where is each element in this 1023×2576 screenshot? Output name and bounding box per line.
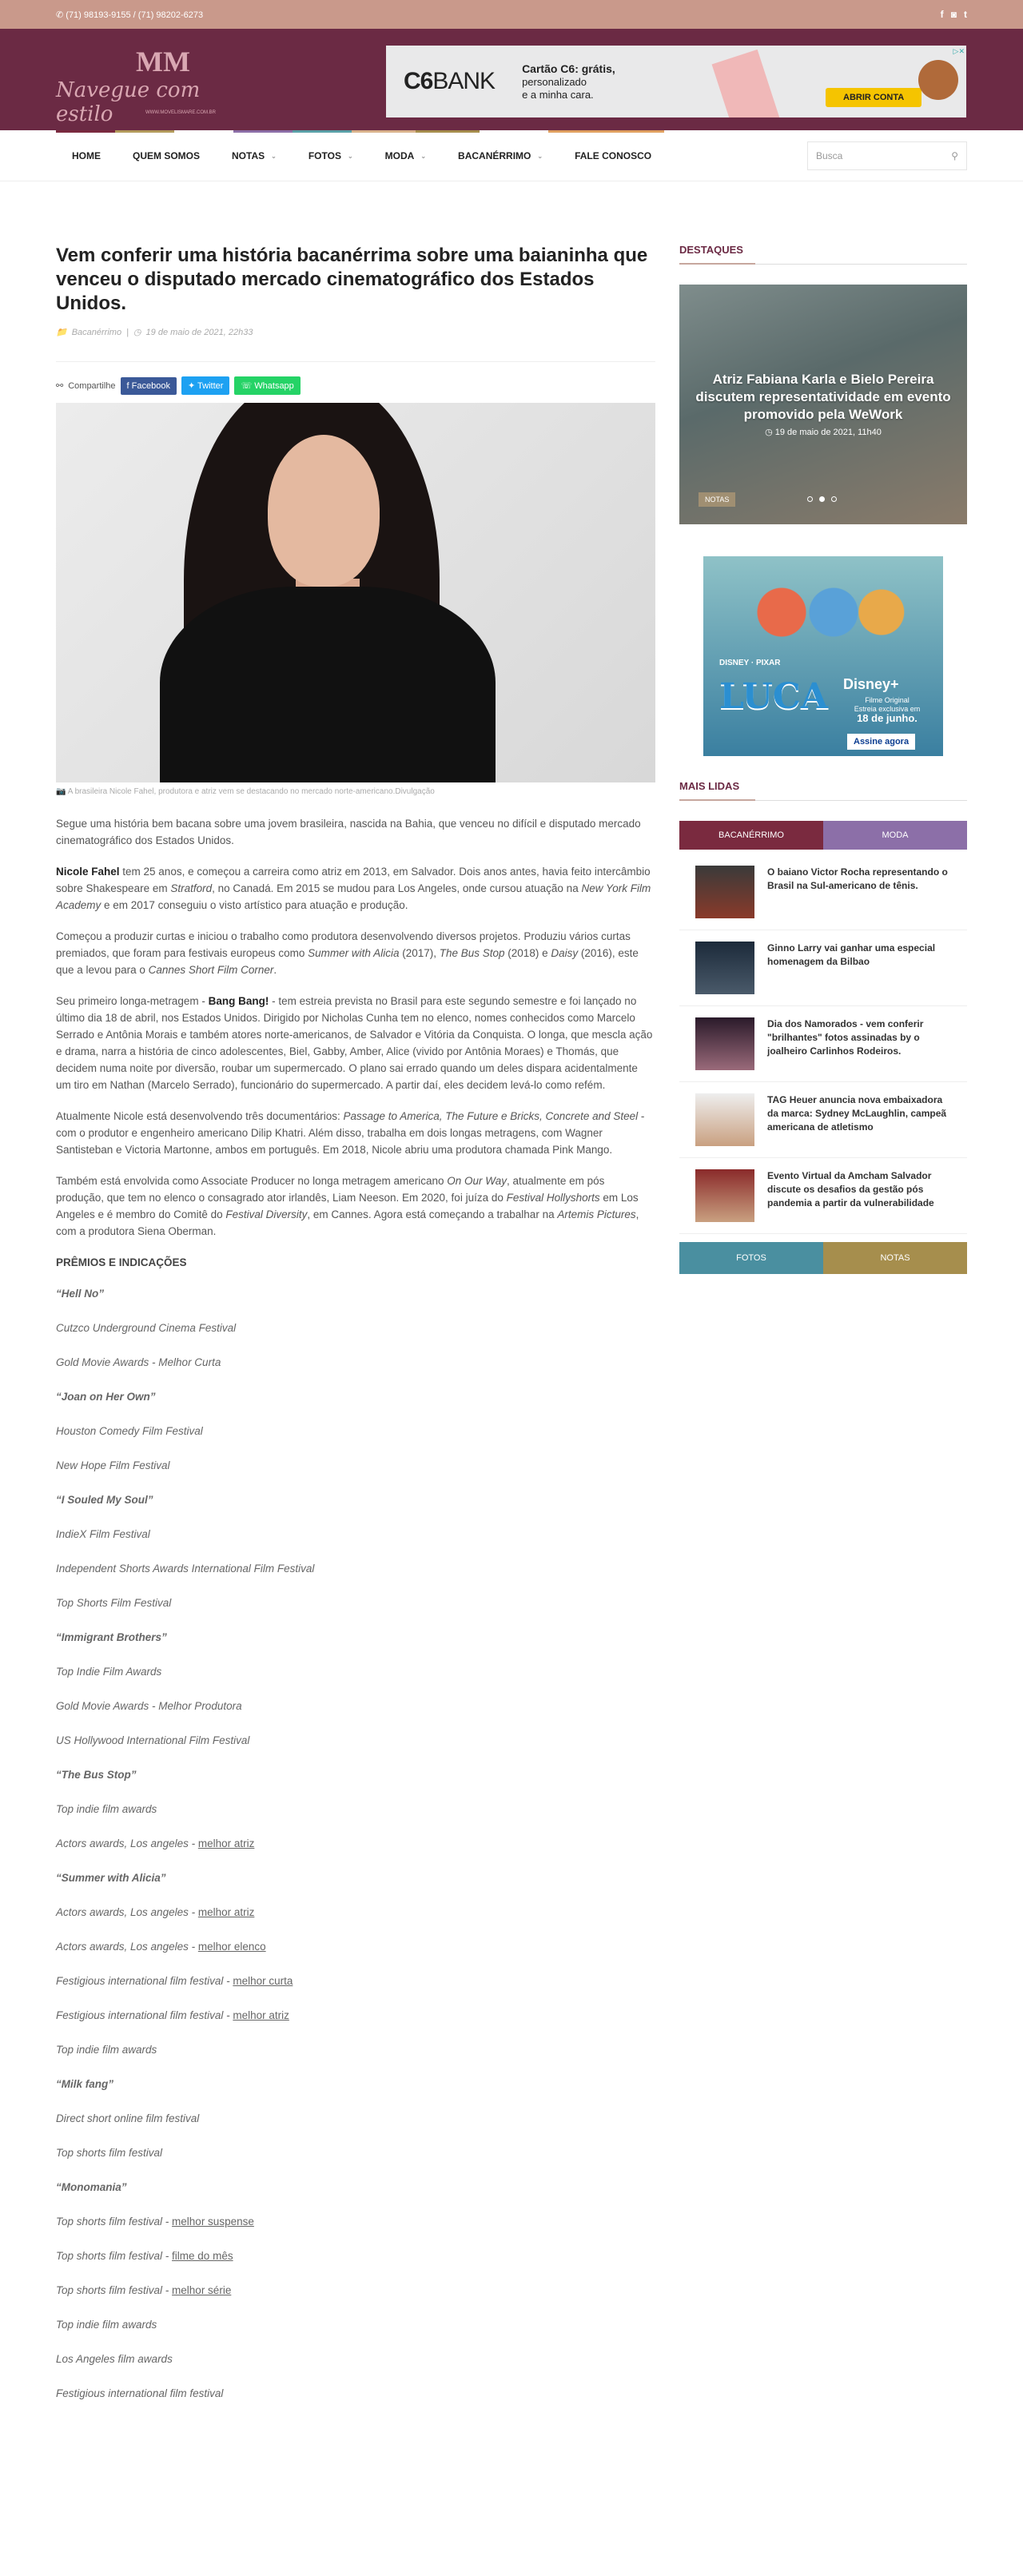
destaques-title: DESTAQUES xyxy=(679,244,967,265)
award-category-link[interactable]: melhor curta xyxy=(233,1975,293,1987)
nav-fale-conosco[interactable]: FALE CONOSCO xyxy=(575,150,652,161)
award-item: Independent Shorts Awards International Film Festival xyxy=(56,1563,315,1575)
article-paragraph: Também está envolvida como Associate Producer no longa metragem americano On Our Way, atualmente em pós produção, que tem no elenco o consagrado ator irlandês, Liam Neeson. Em 2020, foi juíza do Festival Hollyshorts em Los Angeles e é membro do Comitê do Festival Diversity, em Cannes. Agora está começando a trabalhar na Artemis Pictures, com a produtora Siena Oberman. xyxy=(56,1175,639,1237)
logo-mark: MM xyxy=(136,46,190,78)
slide-date: ◷ 19 de maio de 2021, 11h40 xyxy=(765,428,882,437)
list-item[interactable] xyxy=(679,1006,967,1082)
slider-dot[interactable] xyxy=(831,496,837,502)
search-input[interactable]: Busca ⚲ xyxy=(807,141,967,170)
camera-icon: 📷 xyxy=(56,787,66,796)
article-title: Vem conferir uma história bacanérrima sobre uma baianinha que venceu o disputado mercado cinematográfico dos Estados Unidos. xyxy=(56,245,648,314)
list-item[interactable] xyxy=(679,930,967,1006)
meta-separator: | xyxy=(126,327,129,337)
top-bar xyxy=(0,0,1023,29)
award-film-title: “I Souled My Soul” xyxy=(56,1494,153,1506)
award-category-link[interactable]: melhor série xyxy=(172,2284,232,2296)
ad-brand: C6BANK xyxy=(404,68,496,94)
nav-notas[interactable]: NOTAS ⌄ xyxy=(232,150,277,161)
award-item: Los Angeles film awards xyxy=(56,2353,173,2365)
instagram-icon[interactable]: ◙ xyxy=(950,9,957,20)
award-item: Gold Movie Awards - Melhor Produtora xyxy=(56,1700,242,1712)
nav-menu xyxy=(56,130,667,181)
list-item[interactable] xyxy=(679,1082,967,1158)
article-date: 19 de maio de 2021, 22h33 xyxy=(145,327,253,337)
social-links xyxy=(936,9,967,20)
award-item: Cutzco Underground Cinema Festival xyxy=(56,1322,237,1334)
main-nav xyxy=(0,130,1023,181)
share-label: Compartilhe xyxy=(68,380,116,391)
award-item: US Hollywood International Film Festival xyxy=(56,1734,250,1746)
list-item[interactable] xyxy=(679,854,967,930)
share-icon: ⚯ xyxy=(56,381,64,391)
award-item: Top Indie Film Awards xyxy=(56,1666,162,1678)
nav-home[interactable]: HOME xyxy=(72,150,101,161)
tab-moda[interactable]: MODA xyxy=(823,821,967,850)
ad-close-icon[interactable]: ▷✕ xyxy=(953,47,965,55)
award-item: Top shorts film festival xyxy=(56,2147,163,2159)
mais-lidas-tabs xyxy=(679,821,967,850)
award-category-link[interactable]: melhor atriz xyxy=(233,2009,289,2021)
award-item: New Hope Film Festival xyxy=(56,1459,170,1471)
thumbnail xyxy=(695,1017,754,1070)
tab-bacanerrimo[interactable]: BACANÉRRIMO xyxy=(679,821,823,850)
ad-characters-image xyxy=(719,572,927,652)
mais-lidas-list xyxy=(679,854,967,1234)
thumbnail xyxy=(695,1169,754,1222)
award-item: Festigious international film festival - melhor atriz xyxy=(56,2009,289,2021)
award-category-link[interactable]: melhor suspense xyxy=(172,2216,254,2228)
site-logo[interactable] xyxy=(56,43,232,126)
award-film-title: “The Bus Stop” xyxy=(56,1769,137,1781)
award-item: Top shorts film festival - melhor suspense xyxy=(56,2216,254,2228)
thumbnail xyxy=(695,866,754,918)
award-film-title: “Joan on Her Own” xyxy=(56,1391,156,1403)
search-icon[interactable]: ⚲ xyxy=(951,150,958,161)
slider-dots xyxy=(807,496,837,502)
twitter-share-button[interactable]: ✦ Twitter xyxy=(181,376,229,395)
article-body xyxy=(56,815,655,2402)
thumbnail xyxy=(695,942,754,994)
ad-card-image xyxy=(712,50,780,117)
award-item: Actors awards, Los angeles - melhor atriz xyxy=(56,1906,255,1918)
whatsapp-share-button[interactable]: ☏ Whatsapp xyxy=(234,376,300,395)
chevron-down-icon: ⌄ xyxy=(420,152,427,160)
award-item: Top shorts film festival - filme do mês xyxy=(56,2250,233,2262)
list-item-title[interactable]: Evento Virtual da Amcham Salvador discute os desafios da gestão pós pandemia a partir da vulnerabilidade xyxy=(767,1170,934,1208)
award-item: Top Shorts Film Festival xyxy=(56,1597,172,1609)
award-film-title: “Milk fang” xyxy=(56,2078,114,2090)
award-item: Houston Comedy Film Festival xyxy=(56,1425,203,1437)
logo-url: WWW.MOVELISMARE.COM.BR xyxy=(145,110,217,115)
award-item: IndieX Film Festival xyxy=(56,1528,150,1540)
list-item[interactable] xyxy=(679,1158,967,1234)
article-hero-image xyxy=(56,403,655,782)
award-film-title: “Hell No” xyxy=(56,1288,105,1300)
mais-lidas-title: MAIS LIDAS xyxy=(679,780,967,801)
award-item: Direct short online film festival xyxy=(56,2112,200,2124)
assine-agora-button[interactable]: Assine agora xyxy=(847,734,915,750)
chevron-down-icon: ⌄ xyxy=(537,152,543,160)
award-item: Festigious international film festival - melhor curta xyxy=(56,1975,293,1987)
award-category-link[interactable]: melhor atriz xyxy=(197,1837,255,1849)
slide-title[interactable]: Atriz Fabiana Karla e Bielo Pereira discutem representatividade em evento promovido pela WeWork xyxy=(695,372,951,422)
ad-title: LUCA xyxy=(719,676,829,717)
ad-info: Filme Original Estreia exclusiva em 18 de junho. xyxy=(854,696,921,724)
featured-slider[interactable] xyxy=(679,285,967,524)
article-paragraph: Começou a produzir curtas e iniciou o trabalho como produtora desenvolvendo diversos projetos. Produziu vários curtas premiados, que foram para festivais europeus como Summer with Alicia (2017), The Bus Stop (2018) e Daisy (2016), este que a levou para o Cannes Short Film Corner. xyxy=(56,930,639,976)
nav-bacanerrimo[interactable]: BACANÉRRIMO ⌄ xyxy=(458,150,543,161)
site-header xyxy=(0,29,1023,130)
awards-heading: PRÊMIOS E INDICAÇÕES xyxy=(56,1256,187,1268)
c6bank-banner-ad[interactable] xyxy=(386,46,966,117)
facebook-icon[interactable]: f xyxy=(940,9,944,20)
list-item-title[interactable]: O baiano Victor Rocha representando o Brasil na Sul-americano de tênis. xyxy=(767,866,948,891)
sidebar xyxy=(679,244,967,1274)
award-item: Festigious international film festival xyxy=(56,2387,224,2399)
award-film-title: “Immigrant Brothers” xyxy=(56,1631,167,1643)
award-item: Top indie film awards xyxy=(56,1803,157,1815)
award-film-title: “Summer with Alicia” xyxy=(56,1872,166,1884)
award-category-link[interactable]: melhor elenco xyxy=(197,1941,266,1953)
luca-disney-ad[interactable] xyxy=(703,556,943,756)
article-paragraph: Segue uma história bem bacana sobre uma jovem brasileira, nascida na Bahia, que venceu no difícil e disputado mercado cinematográfico dos Estados Unidos. xyxy=(56,818,641,846)
slide-tag[interactable]: NOTAS xyxy=(699,492,735,507)
ad-brand: DISNEY · PIXAR xyxy=(719,659,781,667)
folder-icon: 📁 xyxy=(56,328,67,337)
award-item: Actors awards, Los angeles - melhor atriz xyxy=(56,1837,255,1849)
award-item: Top shorts film festival - melhor série xyxy=(56,2284,232,2296)
chevron-down-icon: ⌄ xyxy=(347,152,353,160)
image-caption: 📷 A brasileira Nicole Fahel, produtora e atriz vem se destacando no mercado norte-americano.Divulgação xyxy=(56,787,435,796)
clock-icon: ◷ xyxy=(133,328,141,337)
slider-dot[interactable] xyxy=(807,496,813,502)
ad-cta-button[interactable]: ABRIR CONTA xyxy=(826,88,921,107)
twitter-icon[interactable]: t xyxy=(964,9,967,20)
nav-fotos[interactable]: FOTOS ⌄ xyxy=(308,150,353,161)
nav-quem-somos[interactable]: QUEM SOMOS xyxy=(133,150,201,161)
award-item: Top indie film awards xyxy=(56,2319,157,2331)
facebook-share-button[interactable]: f Facebook xyxy=(121,377,177,395)
phone-numbers: ✆ (71) 98193-9155 / (71) 98202-6273 xyxy=(56,10,204,20)
awards-list xyxy=(56,1285,655,2402)
thumbnail xyxy=(695,1093,754,1146)
slider-dot[interactable] xyxy=(819,496,825,502)
ad-copy: Cartão C6: grátis, personalizado e a minha cara. xyxy=(522,62,615,101)
logo-script: Navegue com estilo xyxy=(56,78,201,126)
award-category-link[interactable]: melhor atriz xyxy=(197,1906,255,1918)
chevron-down-icon: ⌄ xyxy=(271,152,277,160)
share-bar xyxy=(56,361,655,395)
tab-notas[interactable]: NOTAS xyxy=(823,1242,967,1274)
award-item: Actors awards, Los angeles - melhor elenco xyxy=(56,1941,266,1953)
article-category[interactable]: Bacanérrimo xyxy=(71,327,122,337)
tab-fotos[interactable]: FOTOS xyxy=(679,1242,823,1274)
article-paragraph: Atualmente Nicole está desenvolvendo três documentários: Passage to America, The Future e Bricks, Concrete and Steel - com o produtor e engenheiro americano Dilip Khatri. Além disso, trabalha em dois longas metragens, com Wagner Santisteban e Victoria Martonne, ambos em português. Em 2018, Nicole abriu uma produtora chamada Pink Mango. xyxy=(56,1110,645,1156)
article-paragraph: Nicole Fahel tem 25 anos, e começou a carreira como atriz em 2013, em Salvador. Dois anos antes, havia feito intercâmbio sobre Shakespeare em Stratford, no Canadá. Em 2015 se mudou para Los Angeles, onde cursou atuação na New York Film Academy e em 2017 conseguiu o visto artístico para atuação e produção. xyxy=(56,866,651,911)
award-film-title: “Monomania” xyxy=(56,2181,127,2193)
category-tabs xyxy=(679,1242,967,1274)
ad-mug-image xyxy=(918,60,958,100)
article-meta xyxy=(56,327,655,337)
list-item-title[interactable]: Ginno Larry vai ganhar uma especial homenagem da Bilbao xyxy=(767,942,936,967)
award-item: Top indie film awards xyxy=(56,2044,157,2056)
award-category-link[interactable]: filme do mês xyxy=(172,2250,233,2262)
list-item-title[interactable]: TAG Heuer anuncia nova embaixadora da marca: Sydney McLaughlin, campeã americana de atletismo xyxy=(767,1094,947,1133)
disney-plus-logo: Disney+ xyxy=(843,676,899,692)
nav-moda[interactable]: MODA ⌄ xyxy=(384,150,427,161)
article-paragraph: Seu primeiro longa-metragem - Bang Bang! - tem estreia prevista no Brasil para este segundo semestre e foi lançado no último dia 18 de abril, nos Estados Unidos. Dirigido por Nicholas Cunha tem no elenco, nomes conhecidos como Marcelo Serrado e Antônia Morais e também atores norte-americanos, de Salvador e Vitória da Conquista. O longa, que mescla ação e drama, narra a história de cinco adolescentes, Biel, Gabby, Amber, Alice (vivido por Antônia Moraes) e Thomás, que decidem numa noite por diversão, roubar um supermercado. O plano sai errado quando um deles dispara acidentalmente um tiro em Nathan (Marcelo Serrado), funcionário do supermercado. A partir daí, eles decidem levá-lo como refém. xyxy=(56,995,653,1091)
award-item: Gold Movie Awards - Melhor Curta xyxy=(56,1356,221,1368)
list-item-title[interactable]: Dia dos Namorados - vem conferir "brilhantes" fotos assinadas by o joalheiro Carlinhos Rodeiros. xyxy=(767,1018,924,1057)
article-main xyxy=(56,244,655,2419)
